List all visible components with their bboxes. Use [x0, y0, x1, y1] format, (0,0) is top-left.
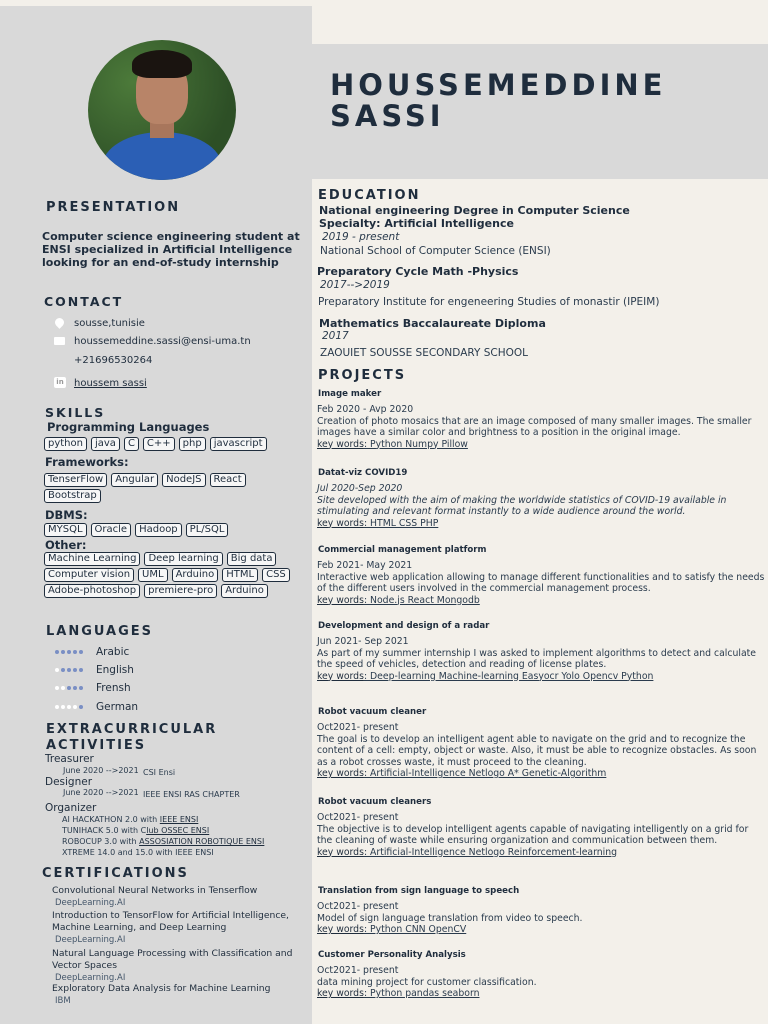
keywords-value: : Python Numpy Pillow — [363, 438, 468, 450]
last-name: SASSI — [330, 99, 445, 133]
skill-tag: TenserFlow — [44, 473, 107, 487]
language-row — [55, 682, 131, 694]
skill-tag: C — [124, 437, 139, 451]
project-title: Robot vacuum cleaner — [318, 707, 427, 717]
skill-tag: premiere-pro — [144, 584, 217, 598]
linkedin-icon: in — [54, 377, 66, 389]
certifications-title: CERTIFICATIONS — [42, 866, 189, 881]
project-body — [317, 965, 765, 1000]
keywords-label: key words — [317, 846, 364, 858]
extracurricular-title-line2: ACTIVITIES — [46, 738, 147, 753]
project-description: Model of sign language translation from video to speech. — [317, 912, 583, 924]
skill-tag: CSS — [262, 568, 290, 582]
project-title: Commercial management platform — [318, 545, 487, 555]
language-row — [55, 664, 134, 676]
project-keywords — [317, 595, 765, 607]
photo-hair — [132, 50, 192, 78]
project-keywords — [317, 768, 765, 780]
certification-item — [52, 948, 302, 984]
keywords-value: : Artificial-Intelligence Netlogo A* Genetic-Algorithm — [363, 768, 607, 779]
certification-name: Exploratory Data Analysis for Machine Learning — [52, 983, 271, 994]
project-keywords — [317, 439, 765, 451]
designer-role: Designer — [45, 776, 93, 788]
project-description: As part of my summer internship I was asked to implement algorithms to detect and calculate the speed of vehicles, detection and reading of license plates. — [317, 647, 757, 670]
certification-org: IBM — [55, 996, 71, 1006]
keywords-label: key words — [317, 988, 364, 999]
email-text[interactable]: houssemeddine.sassi@ensi-uma.tn — [74, 335, 251, 347]
dbms-tags — [44, 523, 300, 537]
keywords-label: key words — [317, 670, 364, 682]
project-keywords — [317, 847, 765, 859]
project-date: Oct2021- present — [317, 722, 399, 733]
phone-text: +21696530264 — [74, 354, 153, 366]
project-body — [317, 404, 765, 450]
language-name: German — [96, 701, 139, 713]
language-name: Frensh — [96, 682, 131, 694]
project-description: The objective is to develop intelligent agents capable of navigating intelligently on a grid for the cleaning of waste while ensuring organization and communication between them. — [317, 823, 749, 846]
certification-item — [52, 983, 302, 1007]
phone-icon — [54, 354, 66, 366]
keywords-value: : Python pandas seaborn — [363, 988, 480, 999]
frameworks-label: Frameworks: — [45, 455, 129, 469]
project-keywords — [317, 518, 765, 530]
degree-title: Mathematics Baccalaureate Diploma — [319, 317, 546, 330]
project-date: Jun 2021- Sep 2021 — [317, 636, 409, 647]
level-dot — [67, 650, 71, 654]
contact-phone — [54, 354, 152, 366]
education-title: EDUCATION — [318, 188, 421, 203]
degree-date: 2017-->2019 — [320, 279, 390, 291]
extracurricular-title-line1: EXTRACURRICULAR — [46, 722, 218, 737]
skills-title: SKILLS — [45, 405, 106, 420]
project-date: Oct2021- present — [317, 901, 399, 912]
organizer-role: Organizer — [45, 802, 97, 814]
organizer-event: ROBOCUP 3.0 with — [62, 837, 140, 846]
certification-name: Introduction to TensorFlow for Artificial Intelligence, Machine Learning, and Deep Learning — [52, 910, 289, 933]
school-name: National School of Computer Science (ENSI) — [320, 245, 551, 257]
level-dot — [73, 668, 77, 672]
level-dot — [61, 705, 65, 709]
project-body — [317, 636, 765, 682]
degree-title: National engineering Degree in Computer Science — [319, 204, 630, 217]
contact-email[interactable] — [54, 335, 251, 347]
organizer-item — [62, 837, 264, 847]
certification-org: DeepLearning.AI — [55, 973, 126, 983]
project-keywords — [317, 924, 765, 936]
level-dot — [79, 686, 83, 690]
keywords-label: key words — [317, 594, 364, 606]
contact-title: CONTACT — [44, 294, 124, 309]
contact-location — [54, 317, 145, 329]
project-description: Site developed with the aim of making the worldwide statistics of COVID-19 available in stimulating and relevant format instantly to a wide audience around the world. — [317, 494, 727, 517]
location-pin-icon — [54, 317, 66, 329]
level-dot — [61, 650, 65, 654]
language-row — [55, 701, 138, 713]
treasurer-role: Treasurer — [45, 753, 94, 765]
level-dot — [73, 650, 77, 654]
language-name: English — [96, 664, 134, 676]
project-date: Oct2021- present — [317, 965, 399, 976]
language-name: Arabic — [96, 646, 130, 658]
level-dot — [67, 668, 71, 672]
project-description: data mining project for customer classification. — [317, 976, 537, 988]
organizer-event: XTREME 14.0 and 15.0 with IEEE ENSI — [62, 848, 214, 857]
project-date: Feb 2020 - Avp 2020 — [317, 404, 414, 415]
skill-tag: Bootstrap — [44, 489, 101, 503]
keywords-value: : Node.js React Mongodb — [363, 594, 480, 606]
level-dot — [79, 668, 83, 672]
skill-tag: PL/SQL — [186, 523, 229, 537]
language-level-dots — [55, 686, 91, 690]
name-banner — [312, 44, 768, 179]
level-dot — [61, 686, 65, 690]
treasurer-dates: June 2020 -->2021 — [63, 766, 139, 775]
skill-tag: php — [179, 437, 206, 451]
skill-tag: NodeJS — [162, 473, 205, 487]
project-description: The goal is to develop an intelligent agent able to navigate on the grid and to recognize the content of a cell: empty, object or waste. Also, it must be able to recognize obstacles. As soon as a robot crosses waste, it must proceed to the cleaning. — [317, 733, 757, 768]
designer-org: IEEE ENSI RAS CHAPTER — [143, 790, 240, 799]
skill-tag: HTML — [222, 568, 258, 582]
location-text: sousse,tunisie — [74, 317, 145, 329]
organizer-item — [62, 826, 209, 836]
skill-tag: Arduino — [221, 584, 268, 598]
language-level-dots — [55, 705, 91, 709]
certification-name: Convolutional Neural Networks in Tenserflow — [52, 885, 258, 896]
languages-title: LANGUAGES — [46, 624, 154, 639]
project-title: Image maker — [318, 389, 382, 399]
level-dot — [67, 686, 71, 690]
organizer-link[interactable]: IEEE ENSI — [159, 815, 199, 824]
language-row — [55, 646, 129, 658]
presentation-text: Computer science engineering student at ENSI specialized in Artificial Intelligence looking for an end-of-study internship — [42, 230, 300, 269]
treasurer-org: CSI Ensi — [143, 768, 176, 777]
degree-title: Preparatory Cycle Math -Physics — [317, 265, 519, 278]
project-body — [317, 560, 765, 606]
organizer-link[interactable]: lub OSSEC ENSI — [146, 826, 210, 835]
language-level-dots — [55, 650, 91, 654]
level-dot — [67, 705, 71, 709]
organizer-event: TUNIHACK 5.0 with C — [62, 826, 147, 835]
project-body — [317, 901, 765, 936]
degree-date: 2017 — [322, 330, 349, 342]
project-title: Robot vacuum cleaners — [318, 797, 432, 807]
project-body — [317, 722, 765, 780]
keywords-label: key words — [317, 517, 364, 529]
certification-item — [52, 885, 302, 909]
project-body — [317, 483, 765, 529]
project-body — [317, 812, 765, 858]
school-name: Preparatory Institute for engeneering Studies of monastir (IPEIM) — [318, 296, 660, 308]
certification-org: DeepLearning.AI — [55, 898, 126, 908]
project-title: Customer Personality Analysis — [318, 950, 466, 960]
photo-shirt — [102, 132, 222, 180]
programming-tags — [44, 437, 300, 451]
level-dot — [55, 686, 59, 690]
degree-date: 2019 - present — [322, 231, 400, 243]
keywords-label: key words — [317, 768, 364, 779]
keywords-value: : HTML CSS PHP — [363, 517, 439, 529]
organizer-item — [62, 848, 214, 858]
project-date: Oct2021- present — [317, 812, 399, 823]
certification-org: DeepLearning.AI — [55, 935, 126, 945]
keywords-value: : Python CNN OpenCV — [363, 924, 467, 935]
skill-tag: Hadoop — [135, 523, 182, 537]
language-level-dots — [55, 668, 91, 672]
keywords-label: key words — [317, 438, 364, 450]
skill-tag: UML — [138, 568, 168, 582]
project-title: Datat-viz COVID19 — [318, 468, 408, 478]
skill-tag: MYSQL — [44, 523, 87, 537]
project-date: Feb 2021- May 2021 — [317, 560, 413, 571]
keywords-value: : Artificial-Intelligence Netlogo Reinforcement-learning — [363, 846, 618, 858]
other-label: Other: — [45, 538, 87, 552]
level-dot — [55, 650, 59, 654]
level-dot — [79, 650, 83, 654]
skill-tag: java — [91, 437, 120, 451]
envelope-icon — [54, 335, 66, 347]
organizer-event: AI HACKATHON 2.0 with — [62, 815, 160, 824]
level-dot — [55, 705, 59, 709]
profile-photo — [88, 40, 236, 180]
project-title: Translation from sign language to speech — [318, 886, 520, 896]
project-keywords — [317, 671, 765, 683]
keywords-label: key words — [317, 924, 364, 935]
skill-tag: Oracle — [91, 523, 132, 537]
project-description: Interactive web application allowing to manage different functionalities and to satisfy the needs of the different users involved in the commercial management process. — [317, 571, 765, 594]
organizer-link[interactable]: ASSOSIATION ROBOTIQUE ENSI — [139, 837, 265, 846]
contact-linkedin[interactable] — [54, 377, 147, 389]
skill-tag: Deep learning — [144, 552, 222, 566]
frameworks-tags — [44, 473, 300, 503]
dbms-label: DBMS: — [45, 508, 88, 522]
project-description: Creation of photo mosaics that are an image composed of many smaller images. The smaller images have a similar color and brightness to a position in the original image. — [317, 415, 752, 438]
project-keywords — [317, 988, 765, 1000]
certification-item — [52, 910, 302, 946]
first-name: HOUSSEMEDDINE — [330, 68, 667, 102]
skill-tag: Angular — [111, 473, 158, 487]
skill-tag: C++ — [143, 437, 175, 451]
extracurricular-title — [46, 722, 217, 754]
project-date: Jul 2020-Sep 2020 — [317, 483, 403, 494]
skill-tag: Arduino — [172, 568, 219, 582]
linkedin-link[interactable]: houssem sassi — [74, 377, 147, 389]
skill-tag: Adobe-photoshop — [44, 584, 140, 598]
programming-label: Programming Languages — [47, 420, 210, 434]
skill-tag: React — [210, 473, 246, 487]
level-dot — [73, 686, 77, 690]
school-name: ZAOUIET SOUSSE SECONDARY SCHOOL — [320, 347, 529, 359]
project-title: Development and design of a radar — [318, 621, 490, 631]
skill-tag: Big data — [227, 552, 277, 566]
certification-name: Natural Language Processing with Classification and Vector Spaces — [52, 948, 293, 971]
level-dot — [79, 705, 83, 709]
skill-tag: javascript — [210, 437, 267, 451]
full-name — [330, 70, 666, 132]
level-dot — [61, 668, 65, 672]
organizer-item — [62, 815, 198, 825]
skill-tag: python — [44, 437, 87, 451]
presentation-title: PRESENTATION — [46, 200, 181, 215]
designer-dates: June 2020 -->2021 — [63, 788, 139, 797]
level-dot — [55, 668, 59, 672]
keywords-value: : Deep-learning Machine-learning Easyocr Yolo Opencv Python — [363, 670, 654, 682]
skill-tag: Machine Learning — [44, 552, 140, 566]
other-tags — [44, 552, 300, 598]
skill-tag: Computer vision — [44, 568, 134, 582]
level-dot — [73, 705, 77, 709]
degree-specialty: Specialty: Artificial Intelligence — [319, 217, 514, 230]
projects-title: PROJECTS — [318, 368, 407, 383]
